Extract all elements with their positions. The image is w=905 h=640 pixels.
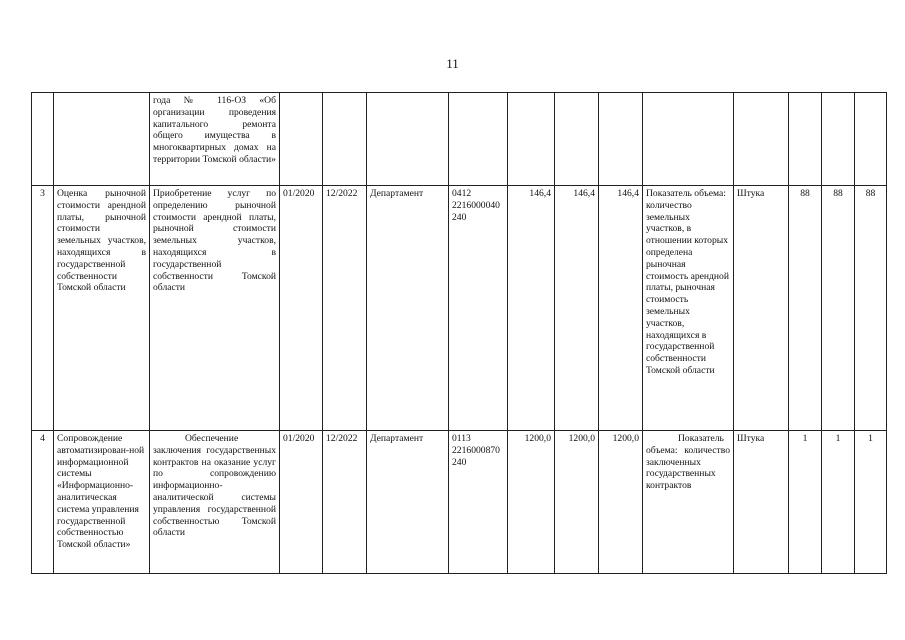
row-number: 4 [32, 431, 54, 574]
event-description: Обеспечение заключения государственных контрактов на оказание услуг по сопровождению информационно-аналитической системы управления государственной собственностью Томской области [150, 431, 280, 574]
funding-year-1 [508, 93, 555, 186]
indicator-year-3: 1 [855, 431, 887, 574]
indicator-year-2: 88 [822, 186, 855, 431]
budget-code: 0113 2216000870 240 [449, 431, 508, 574]
funding-year-2: 146,4 [555, 186, 599, 431]
funding-year-3: 146,4 [599, 186, 643, 431]
funding-year-2: 1200,0 [555, 431, 599, 574]
page-number: 11 [446, 56, 459, 71]
executor [367, 93, 449, 186]
event-name [54, 93, 150, 186]
indicator-year-2 [822, 93, 855, 186]
unit: Штука [734, 431, 789, 574]
indicator: Показатель объема: количество земельных участков, в отношении которых определена рыночная стоимость арендной платы, рыночная стоимость земельных участков, находящихся в государственной собственности Томской области [643, 186, 734, 431]
start-date: 01/2020 [280, 431, 323, 574]
event-description: года № 116-ОЗ «Об организации проведения капитального ремонта общего имущества в многоквартирных домах на территории Томской области» [150, 93, 280, 186]
unit [734, 93, 789, 186]
table-row [32, 431, 887, 574]
indicator-year-1: 1 [789, 431, 822, 574]
funding-year-1: 1200,0 [508, 431, 555, 574]
table-row [32, 93, 887, 186]
budget-code: 0412 2216000040 240 [449, 186, 508, 431]
funding-year-3 [599, 93, 643, 186]
funding-year-1: 146,4 [508, 186, 555, 431]
event-name: Оценка рыночной стоимости арендной платы, рыночной стоимости земельных участков, находящихся в государственной собственности Томской области [54, 186, 150, 431]
end-date: 12/2022 [323, 186, 367, 431]
program-table [31, 92, 887, 574]
event-name: Сопровождение автоматизирован-ной информационной системы «Информационно-аналитическая система управления государственной собственностью Томской области» [54, 431, 150, 574]
executor: Департамент [367, 431, 449, 574]
indicator-year-1: 88 [789, 186, 822, 431]
unit: Штука [734, 186, 789, 431]
budget-code [449, 93, 508, 186]
indicator-year-3: 88 [855, 186, 887, 431]
indicator-year-3 [855, 93, 887, 186]
executor: Департамент [367, 186, 449, 431]
row-number: 3 [32, 186, 54, 431]
row-number [32, 93, 54, 186]
table-row [32, 186, 887, 431]
indicator-year-1 [789, 93, 822, 186]
funding-year-3: 1200,0 [599, 431, 643, 574]
end-date: 12/2022 [323, 431, 367, 574]
indicator: Показатель объема: количество заключенных государственных контрактов [643, 431, 734, 574]
funding-year-2 [555, 93, 599, 186]
event-description: Приобретение услуг по определению рыночной стоимости арендной платы, рыночной стоимости земельных участков, находящихся в государственной собственности Томской области [150, 186, 280, 431]
start-date: 01/2020 [280, 186, 323, 431]
indicator-year-2: 1 [822, 431, 855, 574]
start-date [280, 93, 323, 186]
end-date [323, 93, 367, 186]
indicator [643, 93, 734, 186]
